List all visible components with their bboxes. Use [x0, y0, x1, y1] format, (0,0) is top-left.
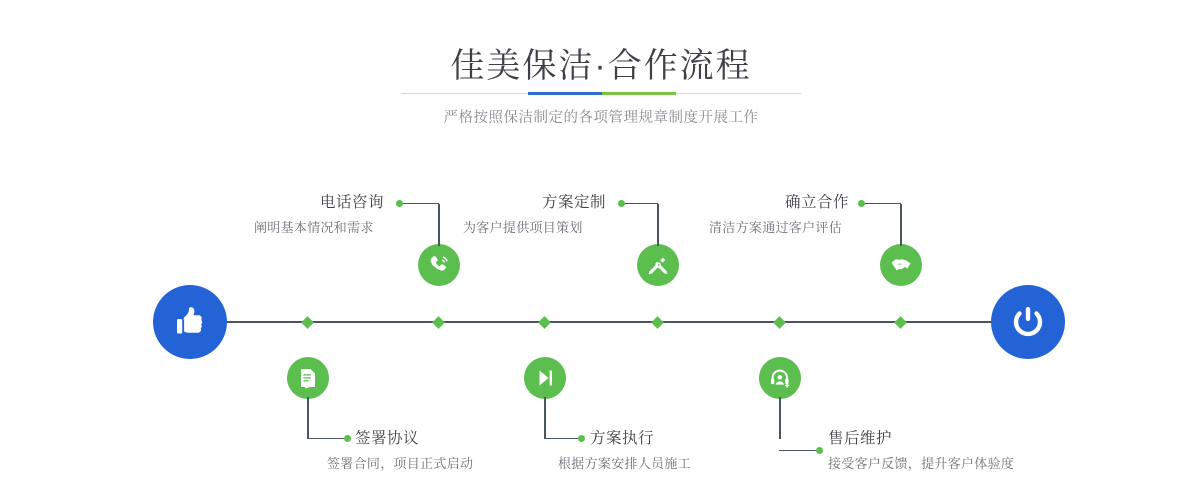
- step-title-4: 方案执行: [590, 430, 655, 447]
- connector-5-horizontal: [862, 203, 901, 204]
- connector-3-horizontal: [622, 203, 658, 204]
- step-title-5: 确立合作: [785, 194, 850, 211]
- pen-ruler-icon: [646, 253, 670, 277]
- title-divider-accent-green: [602, 92, 676, 95]
- phone-call-icon: [427, 253, 451, 277]
- power-icon: [1008, 302, 1048, 342]
- axis-marker: [651, 316, 664, 329]
- step-title-1: 电话咨询: [320, 194, 385, 211]
- connector-5-vertical: [900, 204, 901, 246]
- page-title: 佳美保洁·合作流程: [450, 47, 752, 85]
- connector-2-vertical: [307, 397, 308, 439]
- axis-marker: [894, 316, 907, 329]
- connector-6-endpoint: [816, 447, 823, 454]
- connector-1-horizontal: [400, 203, 439, 204]
- connector-3-vertical: [657, 204, 658, 246]
- connector-3-endpoint: [618, 200, 625, 207]
- thumbs-up-icon: [170, 302, 210, 342]
- step-title-2: 签署协议: [355, 430, 420, 447]
- connector-1-vertical: [438, 204, 439, 246]
- connector-2-endpoint: [344, 435, 351, 442]
- step-desc-3: 为客户提供项目策划: [463, 220, 583, 235]
- connector-4-endpoint: [578, 435, 585, 442]
- connector-2-horizontal: [307, 438, 346, 439]
- axis-marker: [773, 316, 786, 329]
- step-icon-2: [287, 357, 329, 399]
- axis-marker: [301, 316, 314, 329]
- title-divider-accent-blue: [528, 92, 602, 95]
- step-title-6: 售后维护: [828, 430, 893, 447]
- step-desc-5: 清洁方案通过客户评估: [709, 220, 843, 235]
- connector-4-horizontal: [544, 438, 580, 439]
- step-icon-6: [759, 357, 801, 399]
- axis-marker: [538, 316, 551, 329]
- step-desc-2: 签署合同，项目正式启动: [327, 456, 474, 471]
- connector-4-vertical: [544, 397, 545, 439]
- step-icon-3: [637, 244, 679, 286]
- step-desc-1: 阐明基本情况和需求: [254, 220, 374, 235]
- axis-marker: [432, 316, 445, 329]
- page-subtitle: 严格按照保洁制定的各项管理规章制度开展工作: [443, 110, 759, 126]
- step-desc-4: 根据方案安排人员施工: [558, 456, 692, 471]
- headset-support-icon: [768, 366, 792, 390]
- step-title-3: 方案定制: [542, 194, 607, 211]
- connector-6-vertical: [779, 397, 780, 439]
- step-desc-6: 接受客户反馈，提升客户体验度: [828, 456, 1015, 471]
- handshake-icon: [889, 253, 913, 277]
- connector-5-endpoint: [858, 200, 865, 207]
- document-edit-icon: [296, 366, 320, 390]
- connector-1-endpoint: [396, 200, 403, 207]
- step-icon-4: [524, 357, 566, 399]
- step-icon-5: [880, 244, 922, 286]
- step-icon-1: [418, 244, 460, 286]
- play-next-icon: [533, 366, 557, 390]
- timeline-end-node: [991, 285, 1065, 359]
- connector-6-horizontal: [779, 450, 818, 451]
- timeline-start-node: [153, 285, 227, 359]
